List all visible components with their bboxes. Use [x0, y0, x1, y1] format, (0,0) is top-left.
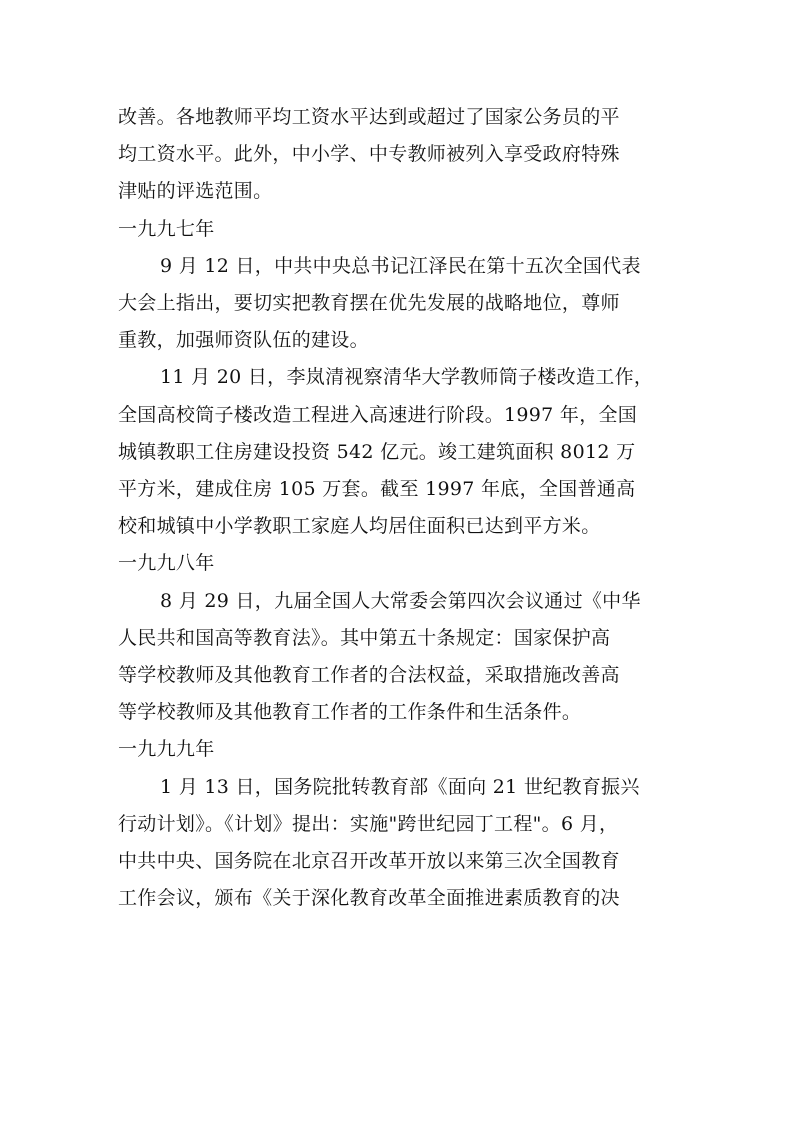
- paragraph-teacher-salary: [118, 99, 678, 211]
- text-line: 城镇教职工住房建设投资 542 亿元。竣工建筑面积 8012 万: [118, 440, 636, 463]
- text-line: 等学校教师及其他教育工作者的合法权益，采取措施改善高: [118, 664, 620, 687]
- text-line: 8 月 29 日，九届全国人大常委会第四次会议通过《中华: [160, 589, 641, 612]
- text-line: 11 月 20 日，李岚清视察清华大学教师筒子楼改造工作，: [160, 366, 654, 389]
- year-heading-1998: [118, 545, 678, 582]
- text-line: 校和城镇中小学教职工家庭人均居住面积已达到平方米。: [118, 515, 601, 538]
- year-heading-1999: [118, 731, 678, 768]
- text-line: 均工资水平。此外，中小学、中专教师被列入享受政府特殊: [118, 143, 620, 166]
- text-line: 工作会议，颁布《关于深化教育改革全面推进素质教育的决: [118, 887, 620, 910]
- year-heading-text: 一九九七年: [118, 217, 215, 240]
- paragraph-1997-nov: [118, 359, 678, 545]
- text-line: 等学校教师及其他教育工作者的工作条件和生活条件。: [118, 701, 582, 724]
- year-heading-text: 一九九八年: [118, 552, 215, 575]
- text-line: 人民共和国高等教育法》。其中第五十条规定：国家保护高: [118, 626, 611, 649]
- text-line: 全国高校筒子楼改造工程进入高速进行阶段。1997 年，全国: [118, 403, 638, 426]
- year-heading-1997: [118, 211, 678, 248]
- text-line: 9 月 12 日，中共中央总书记江泽民在第十五次全国代表: [160, 254, 641, 277]
- paragraph-1999-jan: [118, 769, 678, 918]
- text-line: 大会上指出，要切实把教育摆在优先发展的战略地位，尊师: [118, 292, 620, 315]
- paragraph-1997-sep: [118, 248, 678, 360]
- text-line: 1 月 13 日，国务院批转教育部《面向 21 世纪教育振兴: [160, 775, 640, 798]
- year-heading-text: 一九九九年: [118, 738, 215, 761]
- text-line: 行动计划》。《计划》提出：实施"跨世纪园丁工程"。6 月，: [118, 812, 619, 835]
- text-line: 重教，加强师资队伍的建设。: [118, 329, 369, 352]
- text-line: 中共中央、国务院在北京召开改革开放以来第三次全国教育: [118, 850, 620, 873]
- text-line: 平方米，建成住房 105 万套。截至 1997 年底，全国普通高: [118, 478, 636, 501]
- text-line: 改善。各地教师平均工资水平达到或超过了国家公务员的平: [118, 106, 620, 128]
- text-line: 津贴的评选范围。: [118, 180, 273, 203]
- document-body: [118, 99, 678, 917]
- paragraph-1998-aug: [118, 583, 678, 732]
